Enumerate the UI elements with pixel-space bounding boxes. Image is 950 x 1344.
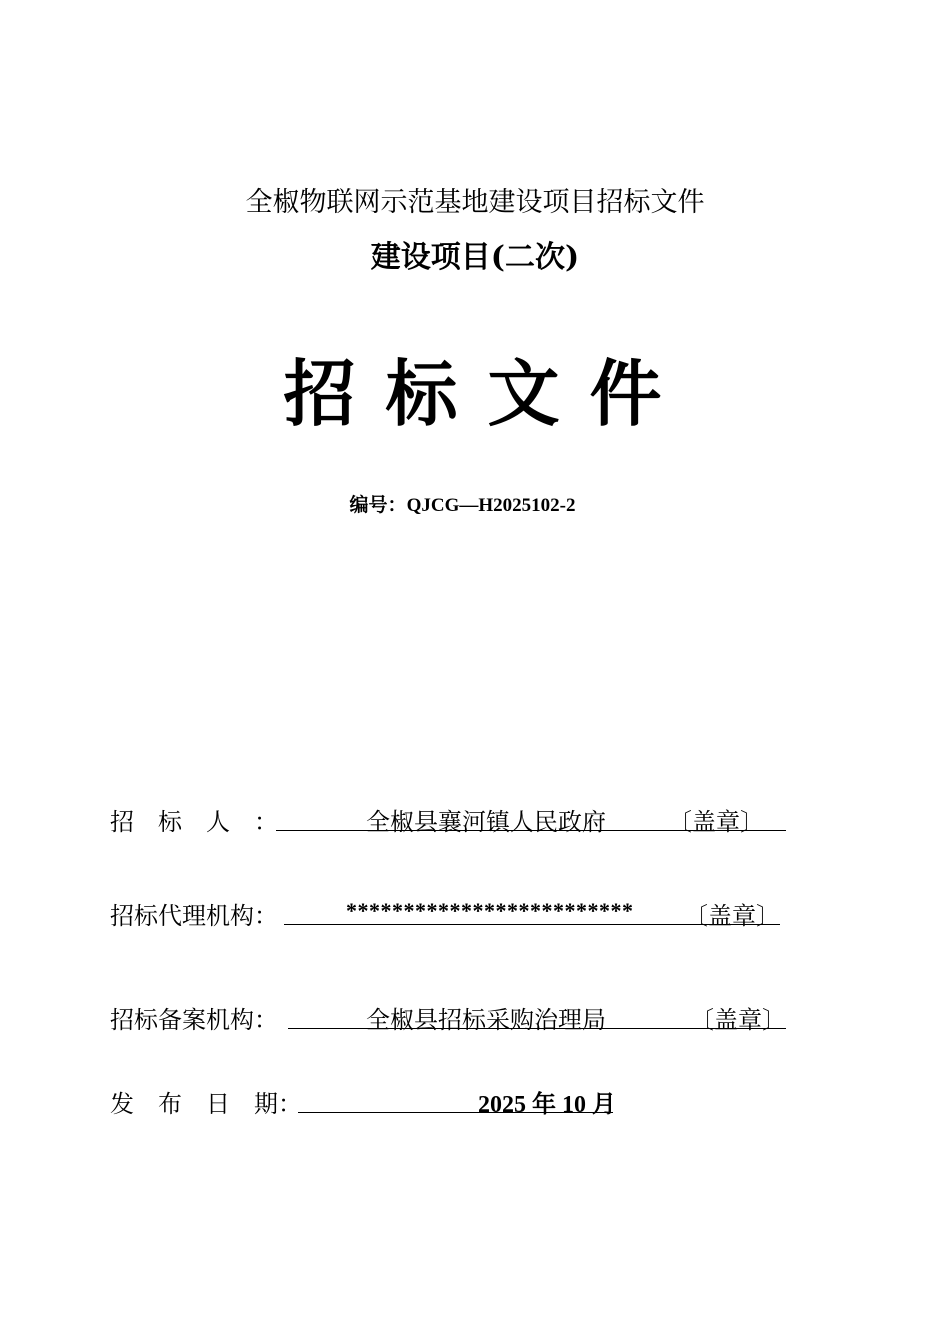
tenderer-stamp: 〔盖章〕	[668, 808, 764, 836]
document-number	[0, 490, 925, 517]
agency-value: *************************	[346, 898, 634, 923]
document-number-value: QJCG—H2025102-2	[406, 495, 576, 516]
filing-value: 全椒县招标采购治理局	[366, 1006, 606, 1034]
document-number-label: 编号：	[349, 495, 407, 516]
agency-label: 招标代理机构：	[110, 902, 278, 930]
filing-stamp: 〔盖章〕	[690, 1006, 786, 1034]
main-title: 招标文件	[283, 351, 692, 436]
release-date-label: 发 布 日 期：	[110, 1090, 302, 1118]
release-date-value: 2025 年 10 月	[478, 1092, 616, 1118]
tenderer-label: 招 标 人 ：	[110, 808, 278, 836]
filing-label: 招标备案机构：	[110, 1006, 278, 1034]
project-title: 全椒物联网示范基地建设项目招标文件	[245, 187, 705, 218]
project-subtitle: 建设项目(二次)	[370, 240, 580, 275]
tenderer-value: 全椒县襄河镇人民政府	[366, 808, 606, 836]
agency-stamp: 〔盖章〕	[684, 902, 780, 930]
